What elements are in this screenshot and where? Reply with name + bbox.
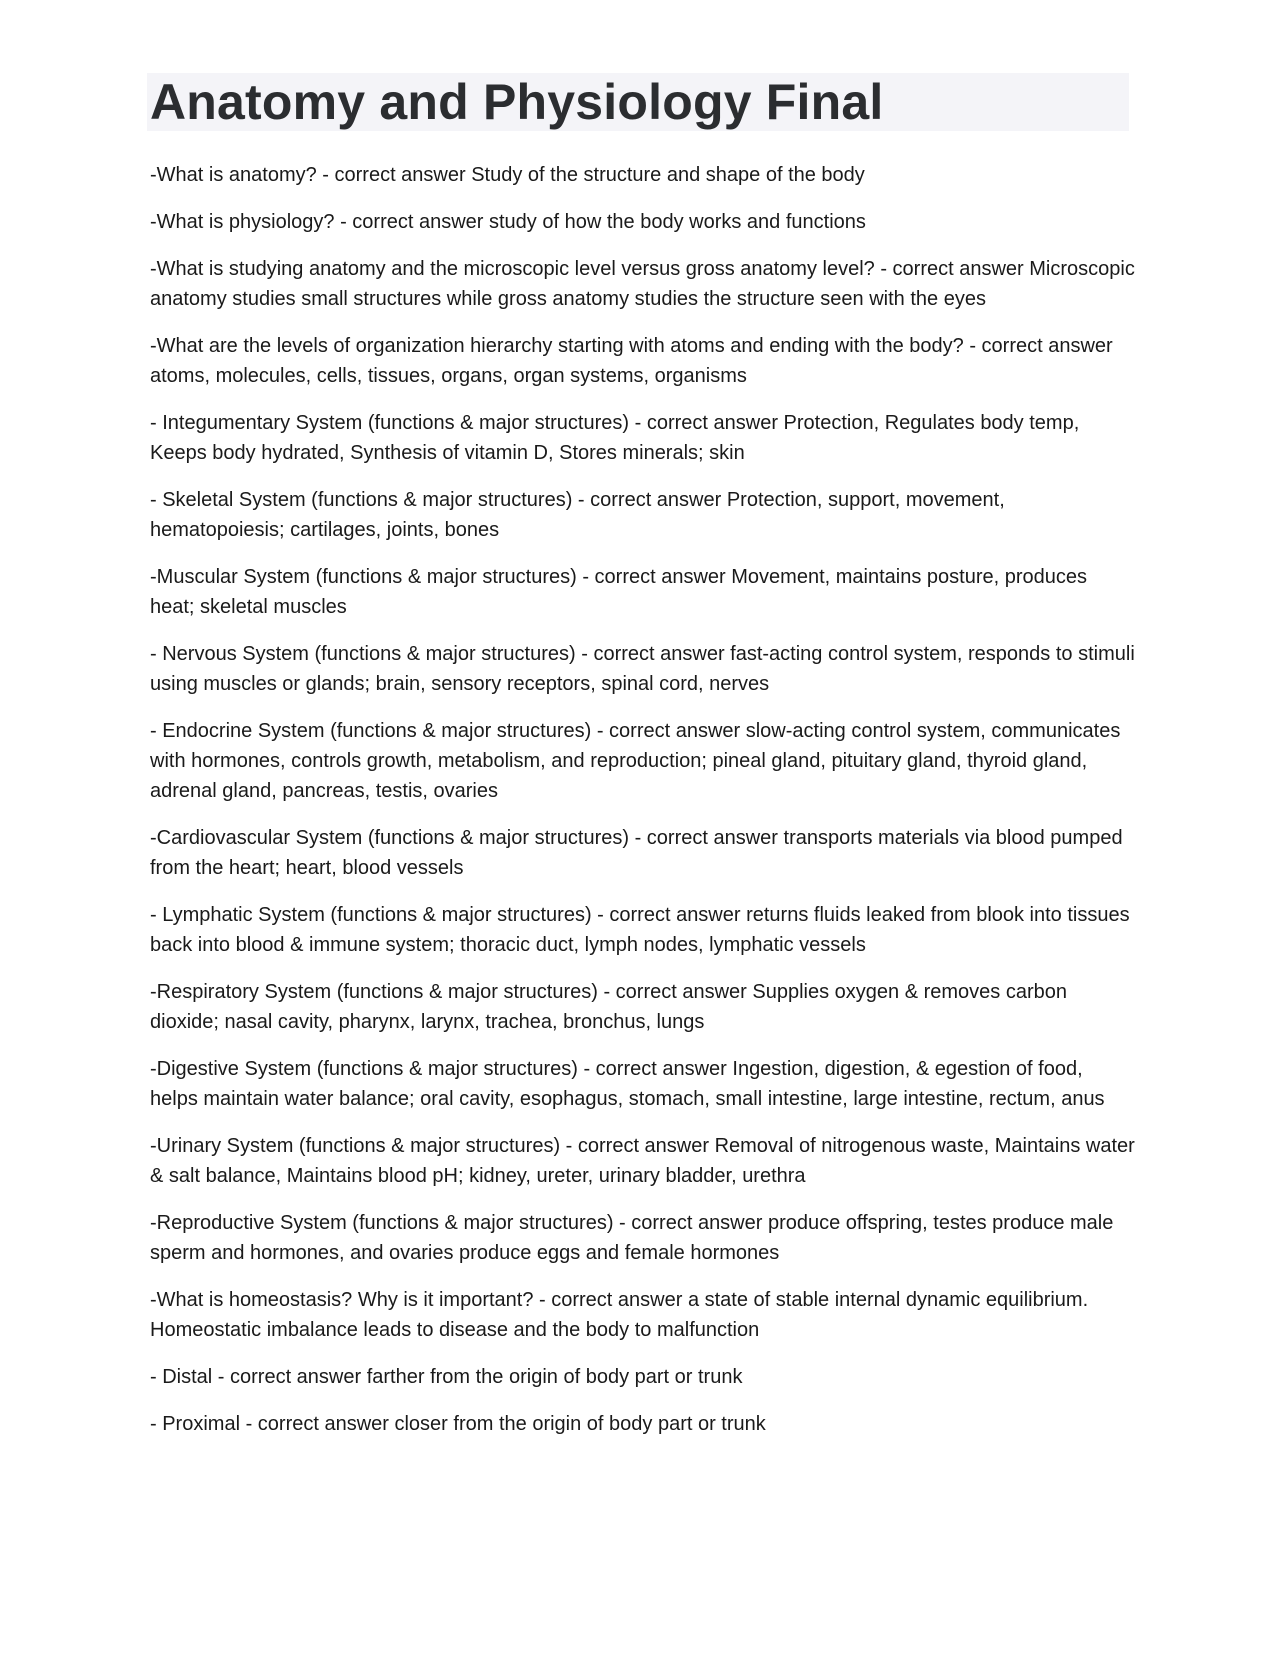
qa-item-lymphatic-system: - Lymphatic System (functions & major structures) - correct answer returns fluids leaked from blook into tissues back into blood & immune system; thoracic duct, lymph nodes, lymphatic vessels [150,904,1130,956]
qa-item-distal: - Distal - correct answer farther from the origin of body part or trunk [150,1366,743,1388]
qa-item-levels-of-organization: -What are the levels of organization hierarchy starting with atoms and ending with the body? - correct answer atoms, molecules, cells, tissues, organs, organ systems, organisms [150,335,1113,387]
qa-item-proximal: - Proximal - correct answer closer from the origin of body part or trunk [150,1413,766,1435]
page-title: Anatomy and Physiology Final [150,74,884,130]
qa-list [150,160,1135,1456]
qa-item-nervous-system: - Nervous System (functions & major structures) - correct answer fast-acting control system, responds to stimuli using muscles or glands; brain, sensory receptors, spinal cord, nerves [150,643,1135,695]
qa-item-microscopic-vs-gross: -What is studying anatomy and the microscopic level versus gross anatomy level? - correct answer Microscopic anatomy studies small structures while gross anatomy studies the structure seen with the eyes [150,258,1135,310]
qa-item-endocrine-system: - Endocrine System (functions & major structures) - correct answer slow-acting control system, communicates with hormones, controls growth, metabolism, and reproduction; pineal gland, pituitary gland, thyroid gland, adrenal gland, pancreas, testis, ovaries [150,720,1121,802]
qa-item-urinary-system: -Urinary System (functions & major structures) - correct answer Removal of nitrogenous waste, Maintains water & salt balance, Maintains blood pH; kidney, ureter, urinary bladder, urethra [150,1135,1135,1187]
qa-item-muscular-system: -Muscular System (functions & major structures) - correct answer Movement, maintains posture, produces heat; skeletal muscles [150,566,1087,618]
qa-item-anatomy: -What is anatomy? - correct answer Study of the structure and shape of the body [150,164,865,186]
qa-item-cardiovascular-system: -Cardiovascular System (functions & major structures) - correct answer transports materials via blood pumped from the heart; heart, blood vessels [150,827,1123,879]
qa-item-homeostasis: -What is homeostasis? Why is it important? - correct answer a state of stable internal dynamic equilibrium. Homeostatic imbalance leads to disease and the body to malfunction [150,1289,1089,1341]
qa-item-integumentary-system: - Integumentary System (functions & major structures) - correct answer Protection, Regulates body temp, Keeps body hydrated, Synthesis of vitamin D, Stores minerals; skin [150,412,1080,464]
qa-item-digestive-system: -Digestive System (functions & major structures) - correct answer Ingestion, digestion, & egestion of food, helps maintain water balance; oral cavity, esophagus, stomach, small intestine, large intestine, rectum, anus [150,1058,1105,1110]
qa-item-reproductive-system: -Reproductive System (functions & major structures) - correct answer produce offspring, testes produce male sperm and hormones, and ovaries produce eggs and female hormones [150,1212,1114,1264]
qa-item-physiology: -What is physiology? - correct answer study of how the body works and functions [150,211,866,233]
qa-item-respiratory-system: -Respiratory System (functions & major structures) - correct answer Supplies oxygen & removes carbon dioxide; nasal cavity, pharynx, larynx, trachea, bronchus, lungs [150,981,1068,1033]
qa-item-skeletal-system: - Skeletal System (functions & major structures) - correct answer Protection, support, movement, hematopoiesis; cartilages, joints, bones [150,489,1005,541]
